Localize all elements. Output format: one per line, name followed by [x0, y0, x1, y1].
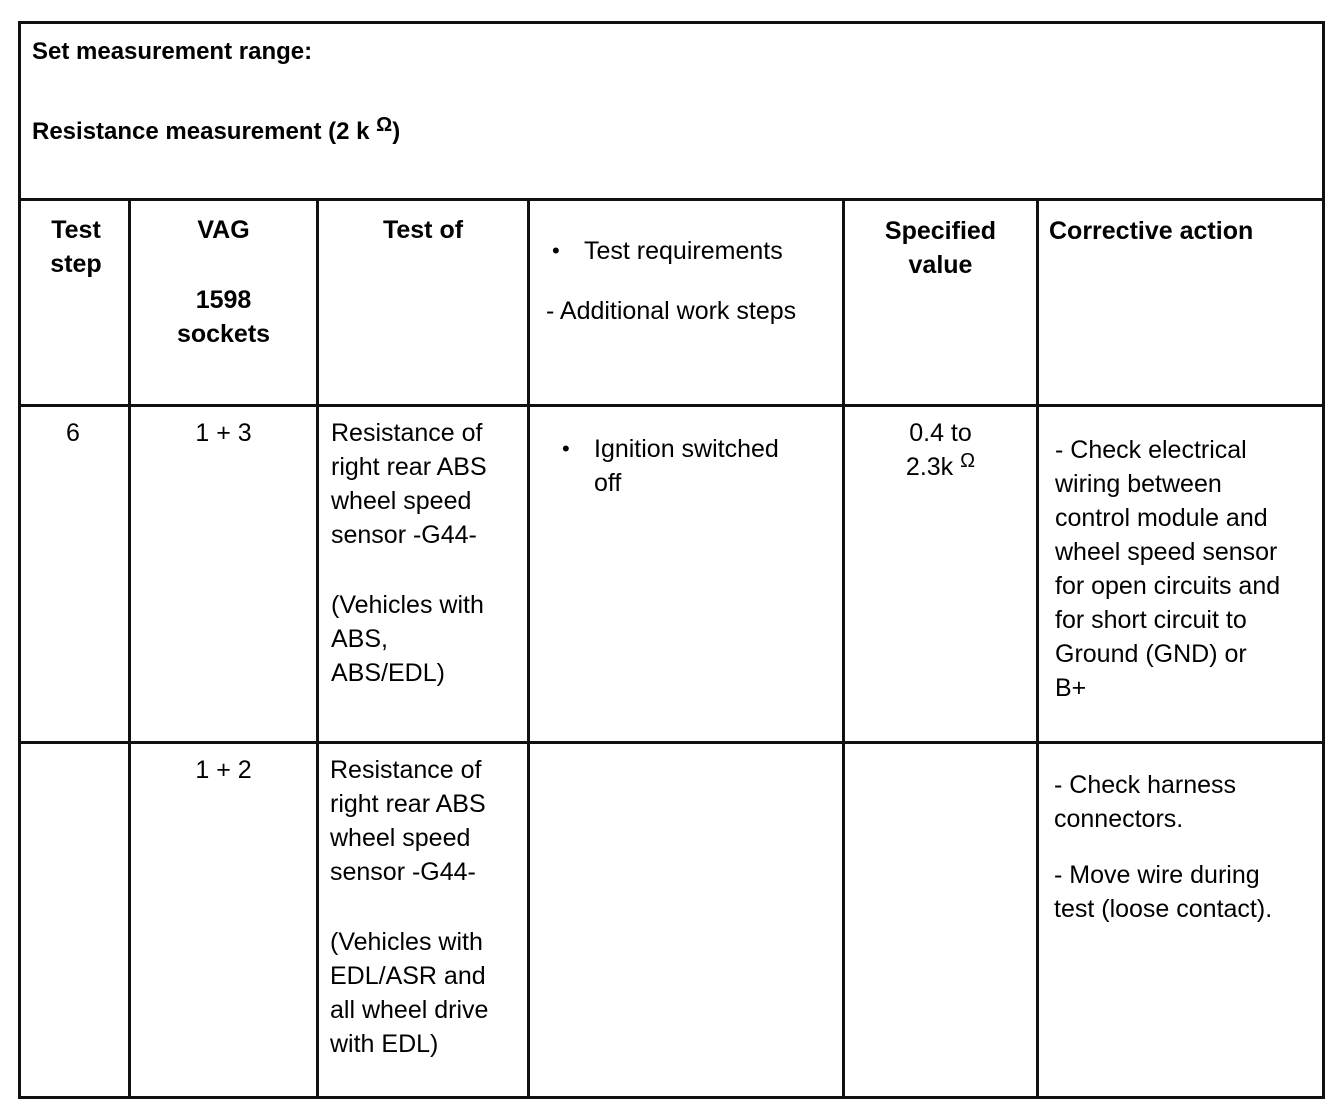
row2-test-of: Resistance of right rear ABS wheel speed sensor -G44- (Vehicles with EDL/ASR and all wheel drive with EDL) [330, 756, 489, 1058]
bullet-icon: • [562, 436, 570, 461]
row1-test-of: Resistance of right rear ABS wheel speed sensor -G44- (Vehicles with ABS, ABS/EDL) [331, 419, 487, 687]
row1-sockets: 1 + 3 [195, 419, 252, 447]
col-header-requirements: • Test requirements - Additional work steps [546, 234, 842, 328]
col-header-test-of: Test of [382, 216, 464, 244]
row-divider-1 [18, 404, 1325, 407]
row1-specified-value: 0.4 to 2.3k $^\Omega$ [905, 419, 976, 481]
ohm-symbol: Ω [960, 450, 976, 472]
col-divider-4 [842, 198, 845, 1099]
col-header-specified-value: Specified value [884, 217, 997, 279]
row-divider-2 [18, 741, 1325, 744]
measurement-range-label: Set measurement range: [32, 38, 313, 65]
col-divider-3 [527, 198, 530, 1099]
ohm-symbol: Ω [376, 114, 393, 136]
header-divider [18, 198, 1325, 201]
row2-sockets: 1 + 2 [195, 756, 252, 784]
row1-test-step: 6 [66, 419, 80, 447]
resistance-measurement-label: Resistance measurement (2 k $^\Omega$) [32, 114, 401, 145]
col-header-test-step: Test step [50, 216, 102, 278]
bullet-icon: • [552, 238, 560, 263]
row2-corrective-action: - Check harness connectors. - Move wire during test (loose contact). [1054, 771, 1273, 923]
col-divider-5 [1036, 198, 1039, 1099]
row1-corrective-action: - Check electrical wiring between control module and wheel speed sensor for open circuits and for short circuit to Ground (GND) or B+ [1055, 436, 1281, 702]
col-header-vag: VAG 1598 sockets [176, 216, 271, 348]
row1-requirement: • Ignition switched off [556, 432, 842, 500]
col-divider-2 [316, 198, 319, 1099]
col-header-corrective-action: Corrective action [1049, 217, 1254, 245]
